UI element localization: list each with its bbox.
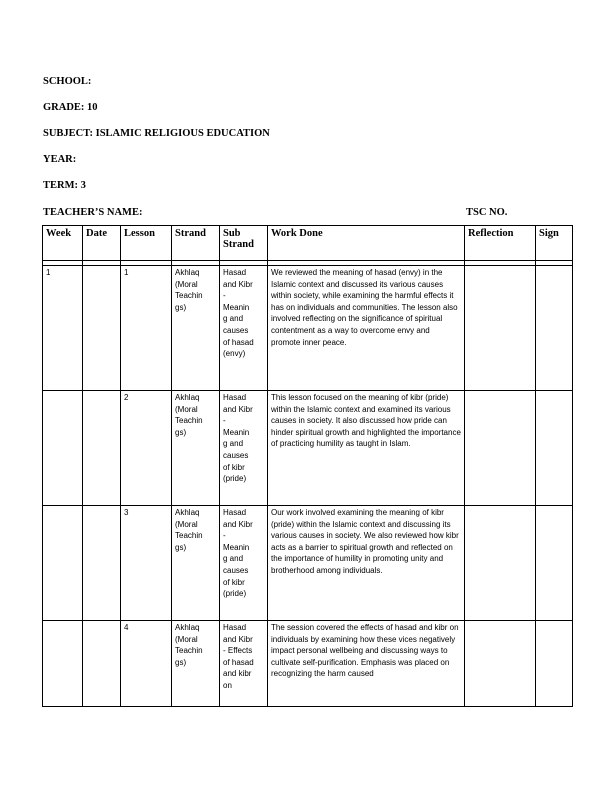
cell-work-done: The session covered the effects of hasad and kibr on individuals by examining how these vices negatively impact personal wellbeing and discussing ways to cultivate self-purification. Emphasis was placed on recognizing the harm caused xyxy=(268,621,465,707)
table-row xyxy=(43,266,573,391)
cell-work-done: We reviewed the meaning of hasad (envy) in the Islamic context and discussed its various causes within society, while examining the harmful effects it has on individuals and communities. The lesson also involved reflecting on the significance of spiritual contentment as a way to overcome envy and promote inner peace. xyxy=(268,266,465,391)
cell-strand: Akhlaq (Moral Teachin gs) xyxy=(172,391,220,506)
cell-sub-strand: Hasad and Kibr - Meanin g and causes of hasad (envy) xyxy=(220,266,268,391)
tsc-number-label: TSC NO. xyxy=(466,207,508,218)
table-row xyxy=(43,621,573,707)
grade-label: GRADE: 10 xyxy=(43,102,98,113)
school-label: SCHOOL: xyxy=(43,76,92,87)
cell-work-done: Our work involved examining the meaning of kibr (pride) within the Islamic context and discussing its various causes in society. We also reviewed how kibr acts as a barrier to spiritual growth and reflected on the importance of humility in promoting unity and brotherhood among individuals. xyxy=(268,506,465,621)
cell-strand: Akhlaq (Moral Teachin gs) xyxy=(172,621,220,707)
cell-reflection xyxy=(465,266,536,391)
cell-week xyxy=(43,621,83,707)
cell-reflection xyxy=(465,506,536,621)
col-lesson: Lesson xyxy=(121,226,172,261)
cell-week: 1 xyxy=(43,266,83,391)
cell-week xyxy=(43,391,83,506)
cell-sub-strand: Hasad and Kibr - Effects of hasad and kibr on xyxy=(220,621,268,707)
cell-sign xyxy=(536,621,573,707)
teacher-name-label: TEACHER’S NAME: xyxy=(43,207,143,218)
col-sub-strand: Sub Strand xyxy=(220,226,268,261)
cell-strand: Akhlaq (Moral Teachin gs) xyxy=(172,506,220,621)
cell-sign xyxy=(536,391,573,506)
table-row xyxy=(43,506,573,621)
col-date: Date xyxy=(83,226,121,261)
cell-lesson: 4 xyxy=(121,621,172,707)
cell-lesson: 1 xyxy=(121,266,172,391)
term-label: TERM: 3 xyxy=(43,180,86,191)
cell-week xyxy=(43,506,83,621)
cell-sign xyxy=(536,506,573,621)
col-reflection: Reflection xyxy=(465,226,536,261)
cell-sub-strand: Hasad and Kibr - Meanin g and causes of kibr (pride) xyxy=(220,391,268,506)
cell-date xyxy=(83,621,121,707)
record-of-work-table xyxy=(42,225,573,707)
cell-sign xyxy=(536,266,573,391)
cell-lesson: 3 xyxy=(121,506,172,621)
cell-sub-strand: Hasad and Kibr - Meanin g and causes of kibr (pride) xyxy=(220,506,268,621)
cell-date xyxy=(83,506,121,621)
cell-date xyxy=(83,391,121,506)
cell-lesson: 2 xyxy=(121,391,172,506)
col-sign: Sign xyxy=(536,226,573,261)
cell-reflection xyxy=(465,621,536,707)
col-week: Week xyxy=(43,226,83,261)
table-row xyxy=(43,391,573,506)
col-strand: Strand xyxy=(172,226,220,261)
cell-strand: Akhlaq (Moral Teachin gs) xyxy=(172,266,220,391)
col-work-done: Work Done xyxy=(268,226,465,261)
cell-work-done: This lesson focused on the meaning of kibr (pride) within the Islamic context and examined its various causes in society. It also discussed how pride can hinder spiritual growth and highlighted the importance of practicing humility as taught in Islam. xyxy=(268,391,465,506)
subject-label: SUBJECT: ISLAMIC RELIGIOUS EDUCATION xyxy=(43,128,270,139)
year-label: YEAR: xyxy=(43,154,77,165)
cell-date xyxy=(83,266,121,391)
cell-reflection xyxy=(465,391,536,506)
table-header-row xyxy=(43,226,573,261)
